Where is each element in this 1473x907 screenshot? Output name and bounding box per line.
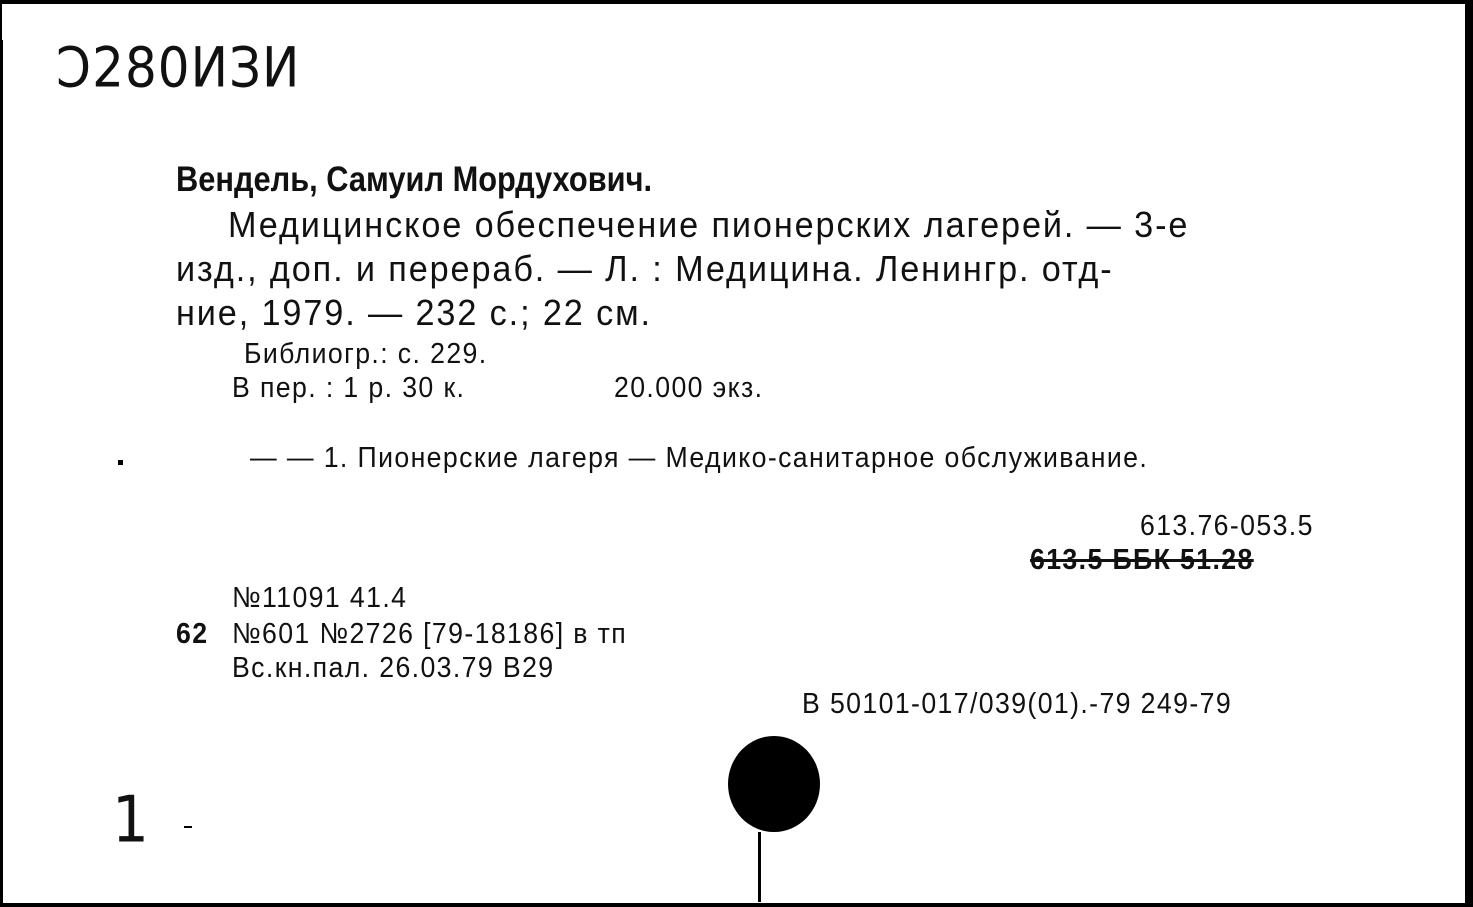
service-line-1: №11091 41.4	[232, 582, 408, 614]
card-border-bottom	[0, 903, 1473, 907]
bibliography-note: Библиогр.: с. 229.	[244, 338, 488, 370]
punch-tick-mark	[758, 832, 761, 902]
author-heading: Вендель, Самуил Мордухович.	[176, 160, 653, 199]
card-border-left-top	[0, 0, 2, 40]
title-line-2: изд., доп. и перераб. — Л. : Медицина. Ленингр. отд-	[176, 248, 1114, 289]
dash-mark	[184, 826, 192, 828]
card-border-right	[1465, 0, 1473, 907]
order-code: В 50101-017/039(01).-79 249-79	[802, 688, 1233, 720]
service-line-3: Вс.кн.пал. 26.03.79 В29	[232, 652, 555, 684]
service-prefix: 62	[176, 618, 209, 650]
copies-note: 20.000 экз.	[614, 372, 764, 404]
punch-hole	[728, 736, 820, 832]
card-border-left	[0, 40, 3, 907]
subject-heading: — — 1. Пионерские лагеря — Медико-санитарное обслуживание.	[250, 442, 1149, 474]
service-line-2: №601 №2726 [79-18186] в тп	[232, 618, 628, 650]
dot-mark	[118, 460, 123, 465]
title-line-3: ние, 1979. — 232 с.; 22 см.	[176, 292, 652, 333]
handwritten-number: 1	[112, 782, 150, 857]
price-note: В пер. : 1 р. 30 к.	[232, 372, 466, 404]
card-border-top	[0, 0, 1473, 4]
udc-code: 613.76-053.5	[1140, 510, 1314, 542]
title-line-1: Медицинское обеспечение пионерских лагерей. — 3-е	[228, 204, 1190, 245]
crossed-classification: 613.5 ББК 51.28	[1030, 544, 1254, 576]
handwritten-code: Ɔ280ИЗИ	[56, 36, 301, 100]
